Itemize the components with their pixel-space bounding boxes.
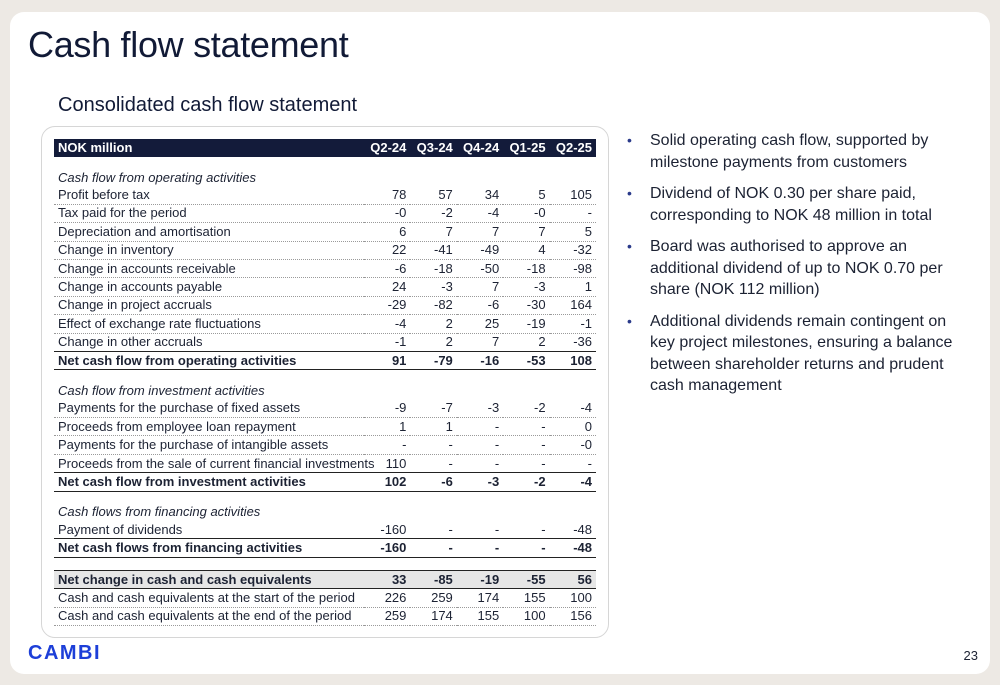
- row-value: 174: [457, 589, 503, 607]
- bullet-list: [624, 130, 964, 407]
- bullet-dot-icon: •: [627, 185, 632, 201]
- row-label: Proceeds from the sale of current financial investments: [54, 454, 364, 472]
- row-value: -: [550, 204, 596, 222]
- row-label: Proceeds from employee loan repayment: [54, 418, 364, 436]
- table-row: [54, 333, 596, 351]
- row-value: -6: [457, 296, 503, 314]
- bullet-dot-icon: •: [627, 238, 632, 254]
- cambi-logo: CAMBI: [28, 642, 102, 664]
- total-row: [54, 351, 596, 369]
- row-value: 78: [364, 186, 410, 204]
- row-value: 5: [550, 223, 596, 241]
- row-value: 1: [550, 278, 596, 296]
- row-value: -29: [364, 296, 410, 314]
- row-value: 259: [364, 607, 410, 625]
- row-value: -53: [503, 351, 549, 369]
- table-row: [54, 259, 596, 277]
- row-value: 5: [503, 186, 549, 204]
- row-value: -: [457, 521, 503, 539]
- row-value: 22: [364, 241, 410, 259]
- row-label: Payment of dividends: [54, 521, 364, 539]
- row-value: -2: [503, 400, 549, 418]
- row-value: -: [457, 454, 503, 472]
- table-row: [54, 589, 596, 607]
- bullet-text: Dividend of NOK 0.30 per share paid, corresponding to NOK 48 million in total: [650, 185, 932, 224]
- row-value: -16: [457, 351, 503, 369]
- row-label: Net cash flow from operating activities: [54, 351, 364, 369]
- row-value: -: [503, 436, 549, 454]
- row-value: 105: [550, 186, 596, 204]
- row-value: 108: [550, 351, 596, 369]
- row-value: -41: [410, 241, 456, 259]
- row-value: 4: [503, 241, 549, 259]
- row-value: -160: [364, 539, 410, 557]
- row-value: -32: [550, 241, 596, 259]
- row-value: 57: [410, 186, 456, 204]
- row-value: 91: [364, 351, 410, 369]
- row-value: 0: [550, 418, 596, 436]
- row-value: 2: [410, 333, 456, 351]
- row-value: -79: [410, 351, 456, 369]
- table-row: [54, 223, 596, 241]
- bullet-item: [624, 236, 964, 301]
- row-value: -: [457, 436, 503, 454]
- row-value: 7: [457, 223, 503, 241]
- row-value: 25: [457, 315, 503, 333]
- row-value: -3: [503, 278, 549, 296]
- bullet-text: Solid operating cash flow, supported by milestone payments from customers: [650, 132, 929, 171]
- row-value: 7: [457, 278, 503, 296]
- row-value: -1: [364, 333, 410, 351]
- total-row: [54, 539, 596, 557]
- header-q3-24: Q3-24: [410, 139, 456, 157]
- row-label: Change in accounts receivable: [54, 259, 364, 277]
- table-row: [54, 204, 596, 222]
- row-value: 2: [503, 333, 549, 351]
- row-value: 2: [410, 315, 456, 333]
- header-label: NOK million: [54, 139, 364, 157]
- row-value: -7: [410, 400, 456, 418]
- row-value: -: [503, 521, 549, 539]
- header-q1-25: Q1-25: [503, 139, 549, 157]
- row-value: -4: [457, 204, 503, 222]
- row-label: Change in other accruals: [54, 333, 364, 351]
- row-value: 174: [410, 607, 456, 625]
- row-value: -55: [503, 570, 549, 588]
- row-value: -0: [364, 204, 410, 222]
- row-value: -3: [457, 400, 503, 418]
- row-value: 34: [457, 186, 503, 204]
- row-value: -48: [550, 521, 596, 539]
- row-value: 155: [503, 589, 549, 607]
- table-row: [54, 436, 596, 454]
- row-value: -19: [503, 315, 549, 333]
- cash-flow-table: [54, 139, 596, 626]
- bullet-dot-icon: •: [627, 132, 632, 148]
- row-value: -: [457, 539, 503, 557]
- row-value: -0: [550, 436, 596, 454]
- row-value: 226: [364, 589, 410, 607]
- table-row: [54, 186, 596, 204]
- row-value: -: [410, 521, 456, 539]
- section-title-row: [54, 169, 596, 186]
- row-value: -4: [364, 315, 410, 333]
- row-value: -18: [410, 259, 456, 277]
- row-value: 1: [364, 418, 410, 436]
- row-label: Net change in cash and cash equivalents: [54, 570, 364, 588]
- row-label: Cash flow from operating activities: [58, 169, 256, 185]
- spacer-row: [54, 370, 596, 383]
- spacer-row: [54, 557, 596, 570]
- header-q2-24: Q2-24: [364, 139, 410, 157]
- row-label: Cash and cash equivalents at the start of the period: [54, 589, 364, 607]
- section-title-row: [54, 504, 596, 521]
- spacer-row: [54, 491, 596, 504]
- row-value: 110: [364, 454, 410, 472]
- row-value: -36: [550, 333, 596, 351]
- slide: [10, 12, 990, 674]
- row-value: -85: [410, 570, 456, 588]
- row-value: 24: [364, 278, 410, 296]
- row-value: -160: [364, 521, 410, 539]
- bullet-item: [624, 183, 964, 226]
- row-value: 102: [364, 473, 410, 491]
- table-row: [54, 607, 596, 625]
- row-value: 155: [457, 607, 503, 625]
- bullet-item: [624, 130, 964, 173]
- row-value: -: [550, 454, 596, 472]
- row-label: Tax paid for the period: [54, 204, 364, 222]
- row-label: Effect of exchange rate fluctuations: [54, 315, 364, 333]
- table-row: [54, 400, 596, 418]
- row-value: 33: [364, 570, 410, 588]
- row-value: -3: [457, 473, 503, 491]
- row-value: 1: [410, 418, 456, 436]
- bullet-dot-icon: •: [627, 312, 632, 329]
- row-value: -49: [457, 241, 503, 259]
- row-label: Payments for the purchase of fixed assets: [54, 400, 364, 418]
- row-value: -: [410, 454, 456, 472]
- row-value: -1: [550, 315, 596, 333]
- table-body: [54, 157, 596, 625]
- table-subtitle: Consolidated cash flow statement: [58, 94, 358, 116]
- table-card: [41, 126, 609, 638]
- row-label: Cash flows from financing activities: [58, 504, 261, 520]
- table-row: [54, 454, 596, 472]
- row-value: -3: [410, 278, 456, 296]
- row-value: -4: [550, 400, 596, 418]
- row-label: Depreciation and amortisation: [54, 223, 364, 241]
- row-value: 100: [503, 607, 549, 625]
- row-label: Cash and cash equivalents at the end of the period: [54, 607, 364, 625]
- row-value: -50: [457, 259, 503, 277]
- row-value: -: [503, 418, 549, 436]
- row-label: Cash flow from investment activities: [58, 382, 265, 398]
- row-value: -: [410, 436, 456, 454]
- bullet-text: Additional dividends remain contingent on key project milestones, ensuring a balance between shareholder returns and prudent cash management: [650, 312, 953, 394]
- row-value: -9: [364, 400, 410, 418]
- row-value: -6: [410, 473, 456, 491]
- bullet-item: [624, 311, 964, 397]
- spacer-row: [54, 157, 596, 169]
- table-row: [54, 315, 596, 333]
- row-value: 56: [550, 570, 596, 588]
- row-value: -6: [364, 259, 410, 277]
- row-value: -19: [457, 570, 503, 588]
- row-label: Change in accounts payable: [54, 278, 364, 296]
- page-number: 23: [963, 648, 978, 663]
- total-row: [54, 473, 596, 491]
- table-row: [54, 418, 596, 436]
- row-value: -: [410, 539, 456, 557]
- row-value: 7: [410, 223, 456, 241]
- row-value: 7: [503, 223, 549, 241]
- row-value: 259: [410, 589, 456, 607]
- row-value: 164: [550, 296, 596, 314]
- row-value: -2: [410, 204, 456, 222]
- table-row: [54, 241, 596, 259]
- row-value: -: [503, 454, 549, 472]
- table-row: [54, 296, 596, 314]
- table-row: [54, 521, 596, 539]
- net-change-row: [54, 570, 596, 588]
- row-value: 100: [550, 589, 596, 607]
- row-value: 156: [550, 607, 596, 625]
- section-title-row: [54, 382, 596, 399]
- row-label: Net cash flow from investment activities: [54, 473, 364, 491]
- row-value: -82: [410, 296, 456, 314]
- row-label: Change in project accruals: [54, 296, 364, 314]
- row-label: Payments for the purchase of intangible assets: [54, 436, 364, 454]
- row-value: -4: [550, 473, 596, 491]
- row-label: Profit before tax: [54, 186, 364, 204]
- row-value: -48: [550, 539, 596, 557]
- row-value: 6: [364, 223, 410, 241]
- header-q4-24: Q4-24: [457, 139, 503, 157]
- table-row: [54, 278, 596, 296]
- row-value: -: [364, 436, 410, 454]
- row-value: -98: [550, 259, 596, 277]
- row-label: Net cash flows from financing activities: [54, 539, 364, 557]
- row-value: -2: [503, 473, 549, 491]
- page-title: Cash flow statement: [28, 24, 349, 65]
- row-value: -: [457, 418, 503, 436]
- row-value: -18: [503, 259, 549, 277]
- row-value: -: [503, 539, 549, 557]
- row-label: Change in inventory: [54, 241, 364, 259]
- row-value: -30: [503, 296, 549, 314]
- table-header-row: [54, 139, 596, 157]
- header-q2-25: Q2-25: [550, 139, 596, 157]
- row-value: 7: [457, 333, 503, 351]
- row-value: -0: [503, 204, 549, 222]
- bullet-text: Board was authorised to approve an additional dividend of up to NOK 0.70 per share (NOK 112 million): [650, 238, 943, 298]
